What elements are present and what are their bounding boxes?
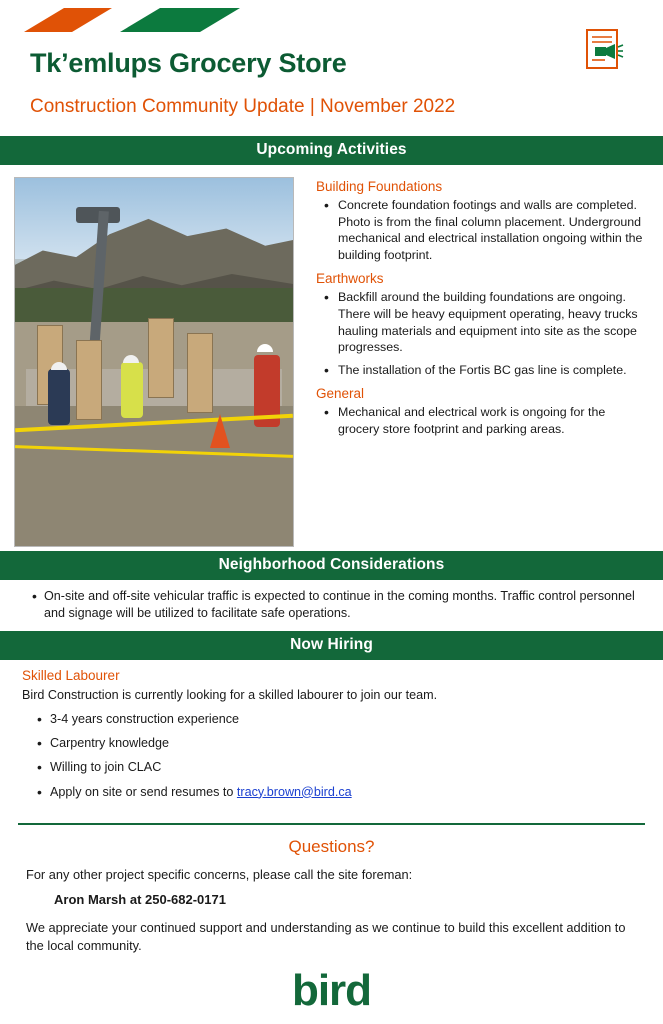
- apply-instruction: [50, 783, 649, 801]
- apply-prefix-text: Apply on site or send resumes to: [50, 784, 237, 799]
- list-item: • Backfill around the building foundations are ongoing. There will be heavy equipment operating, heavy trucks hauling materials and equipment into site as the scope progresses.: [336, 289, 649, 355]
- list-item: • Mechanical and electrical work is ongoing for the grocery store footprint and parking areas.: [336, 404, 649, 437]
- list-item: • On-site and off-site vehicular traffic is expected to continue in the coming months. Traffic control personnel and signage will be utilized to facilitate safe operations.: [44, 588, 649, 623]
- activity-group-title: General: [316, 386, 365, 402]
- activity-group-items: [316, 404, 649, 437]
- upcoming-activities-section: [0, 165, 663, 551]
- now-hiring-section: [0, 660, 663, 817]
- bird-logo-text: bird: [291, 966, 372, 1016]
- list-item: • Concrete foundation footings and walls are completed. Photo is from the final column placement. Underground mechanical and electrical installation ongoing within the building footprint.: [336, 197, 649, 263]
- page-title: Tk’emlups Grocery Store: [30, 48, 347, 78]
- construction-site-photo: [14, 177, 294, 547]
- activity-group-items: [316, 197, 649, 263]
- questions-closing: We appreciate your continued support and understanding as we continue to build this excellent addition to the local community.: [26, 919, 626, 953]
- section-bar-neighborhood: Neighborhood Considerations: [0, 551, 663, 580]
- tkemlups-flag-icon: [24, 6, 254, 34]
- bird-logo: [0, 966, 663, 1016]
- footer-divider: [18, 823, 645, 825]
- job-requirements-list: [22, 710, 649, 801]
- job-intro-text: Bird Construction is currently looking for a skilled labourer to join our team.: [22, 687, 438, 702]
- job-role-title: Skilled Labourer: [22, 667, 120, 683]
- questions-body: [0, 867, 663, 955]
- section-bar-hiring: Now Hiring: [0, 631, 663, 660]
- list-item: • Willing to join CLAC: [50, 758, 649, 776]
- page-subtitle: Construction Community Update | November 2022: [30, 96, 456, 117]
- section-bar-upcoming: Upcoming Activities: [0, 136, 663, 165]
- site-foreman-contact: Aron Marsh at 250-682-0171: [54, 891, 226, 907]
- neighborhood-section: [0, 580, 663, 631]
- list-item: • Carpentry knowledge: [50, 734, 649, 752]
- apply-email-link[interactable]: tracy.brown@bird.ca: [236, 784, 352, 799]
- neighborhood-items: [22, 588, 649, 623]
- activities-list: [294, 177, 655, 446]
- activity-group-items: [316, 289, 649, 378]
- activity-group-title: Earthworks: [316, 271, 384, 287]
- questions-heading: Questions?: [288, 836, 375, 856]
- list-item: • 3-4 years construction experience: [50, 710, 649, 728]
- activity-group-title: Building Foundations: [316, 179, 443, 194]
- list-item: • The installation of the Fortis BC gas line is complete.: [336, 362, 649, 379]
- questions-lead: For any other project specific concerns, please call the site foreman:: [26, 866, 413, 882]
- news-document-icon: [581, 26, 627, 72]
- page-header: [0, 0, 663, 136]
